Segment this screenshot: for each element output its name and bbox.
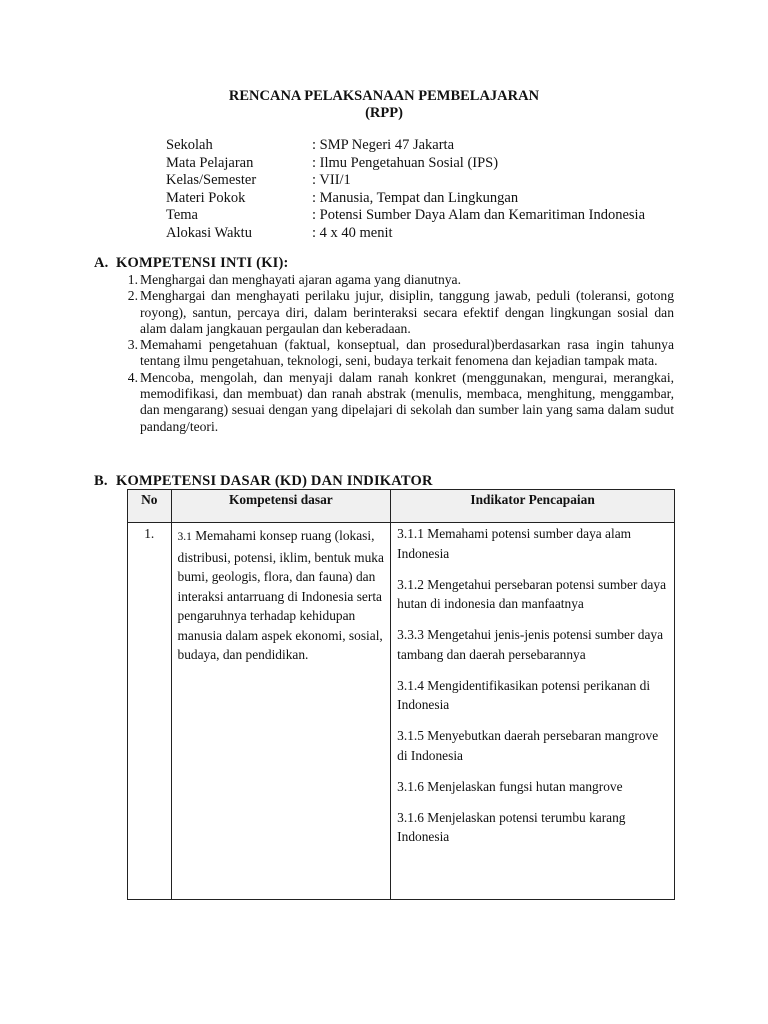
info-label: Sekolah [166, 137, 213, 153]
info-value: : VII/1 [312, 172, 351, 188]
column-header-indikator: Indikator Pencapaian [391, 490, 675, 523]
info-value: : Ilmu Pengetahuan Sosial (IPS) [312, 154, 499, 171]
info-label: Materi Pokok [166, 189, 246, 206]
info-row-alokasi-waktu [166, 225, 645, 243]
indicator-item: 3.1.1 Memahami potensi sumber daya alam Indonesia [397, 526, 632, 561]
info-row-kelas-semester [166, 172, 645, 190]
kd-table [127, 489, 675, 900]
indicator-item: 3.1.6 Menjelaskan fungsi hutan mangrove [397, 778, 623, 794]
info-value: : Manusia, Tempat dan Lingkungan [312, 189, 519, 206]
list-number: 2. [127, 288, 138, 304]
info-value: : 4 x 40 menit [312, 224, 393, 241]
indicator-item: 3.1.6 Menjelaskan potensi terumbu karang Indonesia [397, 809, 626, 844]
section-title: KOMPETENSI INTI (KI): [116, 255, 289, 271]
section-b-heading [94, 473, 433, 490]
list-item [118, 370, 674, 435]
section-letter: B. [94, 473, 108, 489]
list-text: Menghargai dan menghayati perilaku jujur, disiplin, tanggung jawab, peduli (toleransi, gotong royong), santun, percaya diri, dalam berinteraksi secara efektif dengan lingkungan sosial dan alam dalam jangkauan pergaulan dan keberadaan. [140, 288, 674, 336]
info-row-mata-pelajaran [166, 155, 645, 173]
list-item [118, 337, 674, 370]
info-label: Mata Pelajaran [166, 154, 254, 171]
info-label: Tema [166, 207, 198, 223]
info-label: Kelas/Semester [166, 172, 257, 188]
document-title: RENCANA PELAKSANAAN PEMBELAJARAN [228, 88, 540, 104]
list-text: Menghargai dan menghayati ajaran agama yang dianutnya. [140, 272, 461, 287]
list-text: Mencoba, mengolah, dan menyaji dalam ranah konkret (menggunakan, mengurai, merangkai, memodifikasi, dan membuat) dan ranah abstrak (menulis, membaca, menghitung, menggambar, dan mengarang) sesuai dengan yang dipelajari di sekolah dan sumber lain yang sama dalam sudut pandang/teori. [140, 369, 674, 434]
document-subtitle: (RPP) [365, 105, 403, 121]
info-row-tema [166, 207, 645, 225]
table-header-row [128, 490, 675, 523]
list-text: Memahami pengetahuan (faktual, konseptual, dan prosedural)berdasarkan rasa ingin tahunya tentang ilmu pengetahuan, teknologi, seni, budaya terkait fenomena dan kejadian tampak mata. [140, 337, 674, 369]
kd-cell [171, 523, 391, 900]
list-number: 4. [127, 369, 138, 385]
column-header-kompetensi: Kompetensi dasar [171, 490, 391, 523]
column-header-no: No [128, 490, 172, 523]
indicator-item: 3.1.2 Mengetahui persebaran potensi sumber daya hutan di indonesia dan manfaatnya [397, 576, 667, 611]
list-item [118, 288, 674, 337]
indicator-item: 3.1.5 Menyebutkan daerah persebaran mangrove di Indonesia [397, 728, 659, 763]
indicator-item: 3.1.4 Mengidentifikasikan potensi perikanan di Indonesia [397, 677, 651, 712]
row-number: 1. [128, 523, 172, 900]
kd-code: 3.1 [177, 531, 192, 543]
indicator-cell [391, 523, 675, 900]
identity-block [166, 137, 645, 242]
table-row [128, 523, 675, 900]
section-letter: A. [94, 255, 109, 271]
indicator-item: 3.3.3 Mengetahui jenis-jenis potensi sumber daya tambang dan daerah persebarannya [397, 627, 664, 662]
list-item [118, 272, 674, 288]
info-value: : SMP Negeri 47 Jakarta [312, 137, 455, 153]
info-label: Alokasi Waktu [166, 224, 252, 241]
kd-text: Memahami konsep ruang (lokasi, distribusi, potensi, iklim, bentuk muka bumi, geologis, flora, dan fauna) dan interaksi antarruang di Indonesia serta pengaruhnya terhadap kehidupan manusia dalam aspek ekonomi, sosial, budaya, dan pendidikan. [177, 528, 384, 662]
info-row-sekolah [166, 137, 645, 155]
section-a-heading [94, 255, 289, 272]
section-title: KOMPETENSI DASAR (KD) DAN INDIKATOR [116, 473, 433, 489]
list-number: 1. [127, 272, 138, 287]
info-value: : Potensi Sumber Daya Alam dan Kemaritiman Indonesia [312, 207, 646, 223]
list-number: 3. [127, 337, 138, 353]
competency-list [118, 272, 674, 435]
info-row-materi-pokok [166, 190, 645, 208]
